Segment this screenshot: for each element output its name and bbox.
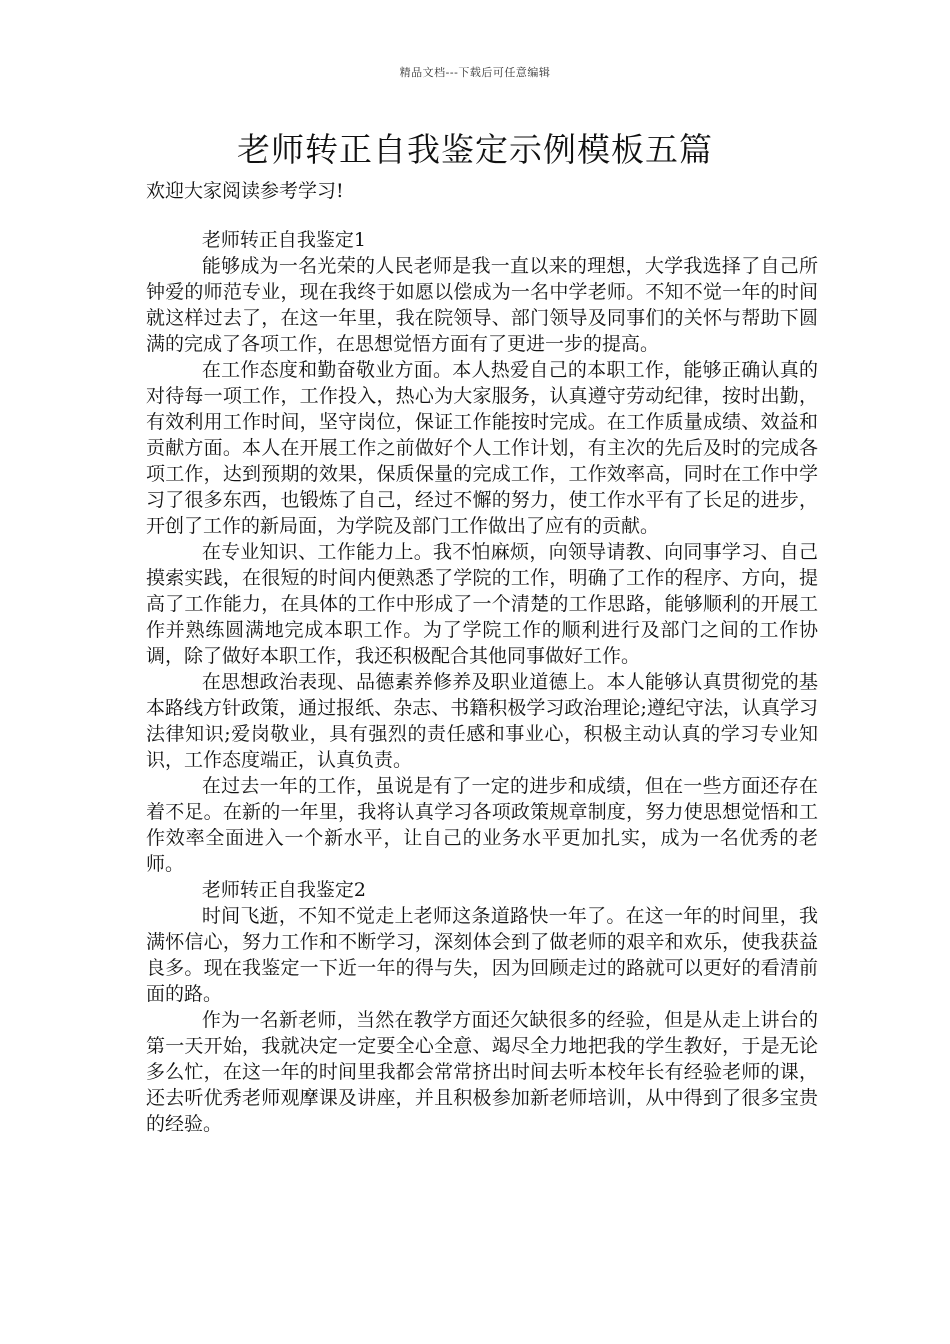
welcome-line: 欢迎大家阅读参考学习! <box>146 180 344 202</box>
section-heading: 老师转正自我鉴定1 <box>201 229 366 251</box>
paragraph: 能够成为一名光荣的人民老师是我一直以来的理想，大学我选择了自己所钟爱的师范专业，现在我终于如愿以偿成为一名中学老师。不知不觉一年的时间就这样过去了，在这一年里，我在院领导、部门领导及同事们的关怀与帮助下圆满的完成了各项工作，在思想觉悟方面有了更进一步的提高。 <box>146 255 818 355</box>
section-heading: 老师转正自我鉴定2 <box>201 879 366 901</box>
section-1 <box>146 227 818 877</box>
section-2 <box>146 877 818 1137</box>
paragraph: 在思想政治表现、品德素养修养及职业道德上。本人能够认真贯彻党的基本路线方针政策，通过报纸、杂志、书籍积极学习政治理论;遵纪守法，认真学习法律知识;爱岗敬业，具有强烈的责任感和事业心，积极主动认真的学习专业知识，工作态度端正，认真负责。 <box>146 671 818 771</box>
document-body <box>146 178 818 1137</box>
paragraph: 时间飞逝，不知不觉走上老师这条道路快一年了。在这一年的时间里，我满怀信心，努力工作和不断学习，深刻体会到了做老师的艰辛和欢乐，使我获益良多。现在我鉴定一下近一年的得与失，因为回顾走过的路就可以更好的看清前面的路。 <box>146 905 818 1005</box>
header-note: 精品文档---下载后可任意编辑 <box>399 66 551 79</box>
document-title: 老师转正自我鉴定示例模板五篇 <box>237 130 713 169</box>
paragraph: 在专业知识、工作能力上。我不怕麻烦，向领导请教、向同事学习、自己摸索实践，在很短的时间内便熟悉了学院的工作，明确了工作的程序、方向，提高了工作能力，在具体的工作中形成了一个清楚的工作思路，能够顺利的开展工作并熟练圆满地完成本职工作。为了学院工作的顺利进行及部门之间的工作协调，除了做好本职工作，我还积极配合其他同事做好工作。 <box>146 541 818 667</box>
paragraph: 在工作态度和勤奋敬业方面。本人热爱自己的本职工作，能够正确认真的对待每一项工作，工作投入，热心为大家服务，认真遵守劳动纪律，按时出勤，有效利用工作时间，坚守岗位，保证工作能按时完成。在工作质量成绩、效益和贡献方面。本人在开展工作之前做好个人工作计划，有主次的先后及时的完成各项工作，达到预期的效果，保质保量的完成工作，工作效率高，同时在工作中学习了很多东西，也锻炼了自己，经过不懈的努力，使工作水平有了长足的进步，开创了工作的新局面，为学院及部门工作做出了应有的贡献。 <box>146 359 818 537</box>
paragraph: 作为一名新老师，当然在教学方面还欠缺很多的经验，但是从走上讲台的第一天开始，我就决定一定要全心全意、竭尽全力地把我的学生教好，于是无论多么忙，在这一年的时间里我都会常常挤出时间去听本校年长有经验老师的课，还去听优秀老师观摩课及讲座，并且积极参加新老师培训，从中得到了很多宝贵的经验。 <box>146 1009 818 1135</box>
paragraph: 在过去一年的工作，虽说是有了一定的进步和成绩，但在一些方面还存在着不足。在新的一年里，我将认真学习各项政策规章制度，努力使思想觉悟和工作效率全面进入一个新水平，让自己的业务水平更加扎实，成为一名优秀的老师。 <box>146 775 818 875</box>
